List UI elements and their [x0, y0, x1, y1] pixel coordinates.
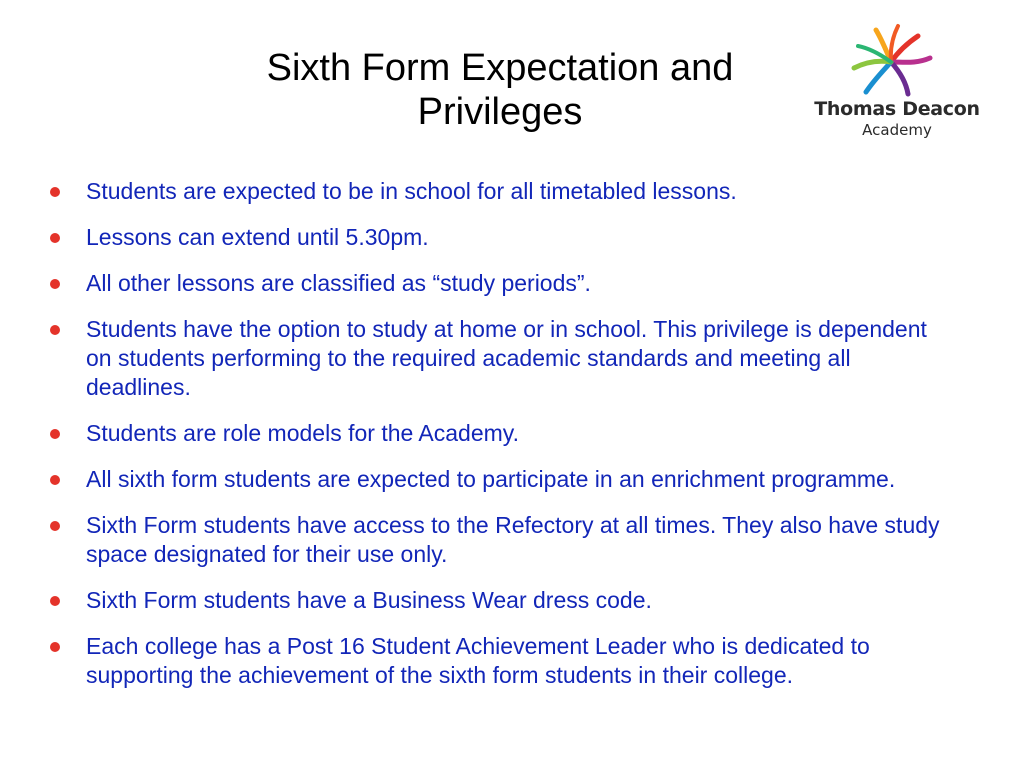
bullet-text: Students are role models for the Academy. [86, 420, 519, 446]
bullet-dot-icon [50, 187, 60, 197]
list-item [40, 177, 945, 206]
bullet-text: Students are expected to be in school for all timetabled lessons. [86, 178, 737, 204]
bullet-dot-icon [50, 325, 60, 335]
bullet-text: Sixth Form students have a Business Wear dress code. [86, 587, 652, 613]
bullet-text: Each college has a Post 16 Student Achievement Leader who is dedicated to supporting the achievement of the sixth form students in their college. [86, 633, 870, 688]
list-item [40, 465, 945, 494]
logo-subtitle: Academy [862, 121, 932, 139]
logo-name: Thomas Deacon [814, 98, 980, 120]
bullet-list [40, 177, 945, 707]
list-item [40, 586, 945, 615]
list-item [40, 315, 945, 402]
list-item [40, 632, 945, 690]
bullet-text: All sixth form students are expected to participate in an enrichment programme. [86, 466, 896, 492]
list-item [40, 511, 945, 569]
academy-logo [806, 22, 982, 146]
title-line-2: Privileges [417, 91, 583, 133]
bullet-text: Students have the option to study at home or in school. This privilege is dependent on students performing to the required academic standards and meeting all deadlines. [86, 316, 927, 400]
bullet-dot-icon [50, 475, 60, 485]
list-item [40, 269, 945, 298]
bullet-dot-icon [50, 521, 60, 531]
bullet-text: Lessons can extend until 5.30pm. [86, 224, 429, 250]
bullet-dot-icon [50, 429, 60, 439]
bullet-dot-icon [50, 279, 60, 289]
list-item [40, 419, 945, 448]
bullet-dot-icon [50, 596, 60, 606]
bullet-text: Sixth Form students have access to the Refectory at all times. They also have study space designated for their use only. [86, 512, 940, 567]
title-line-1: Sixth Form Expectation and [266, 47, 734, 89]
bullet-dot-icon [50, 233, 60, 243]
slide-title [180, 46, 820, 134]
starburst-logo-icon [846, 22, 936, 98]
bullet-text: All other lessons are classified as “study periods”. [86, 270, 591, 296]
list-item [40, 223, 945, 252]
bullet-dot-icon [50, 642, 60, 652]
